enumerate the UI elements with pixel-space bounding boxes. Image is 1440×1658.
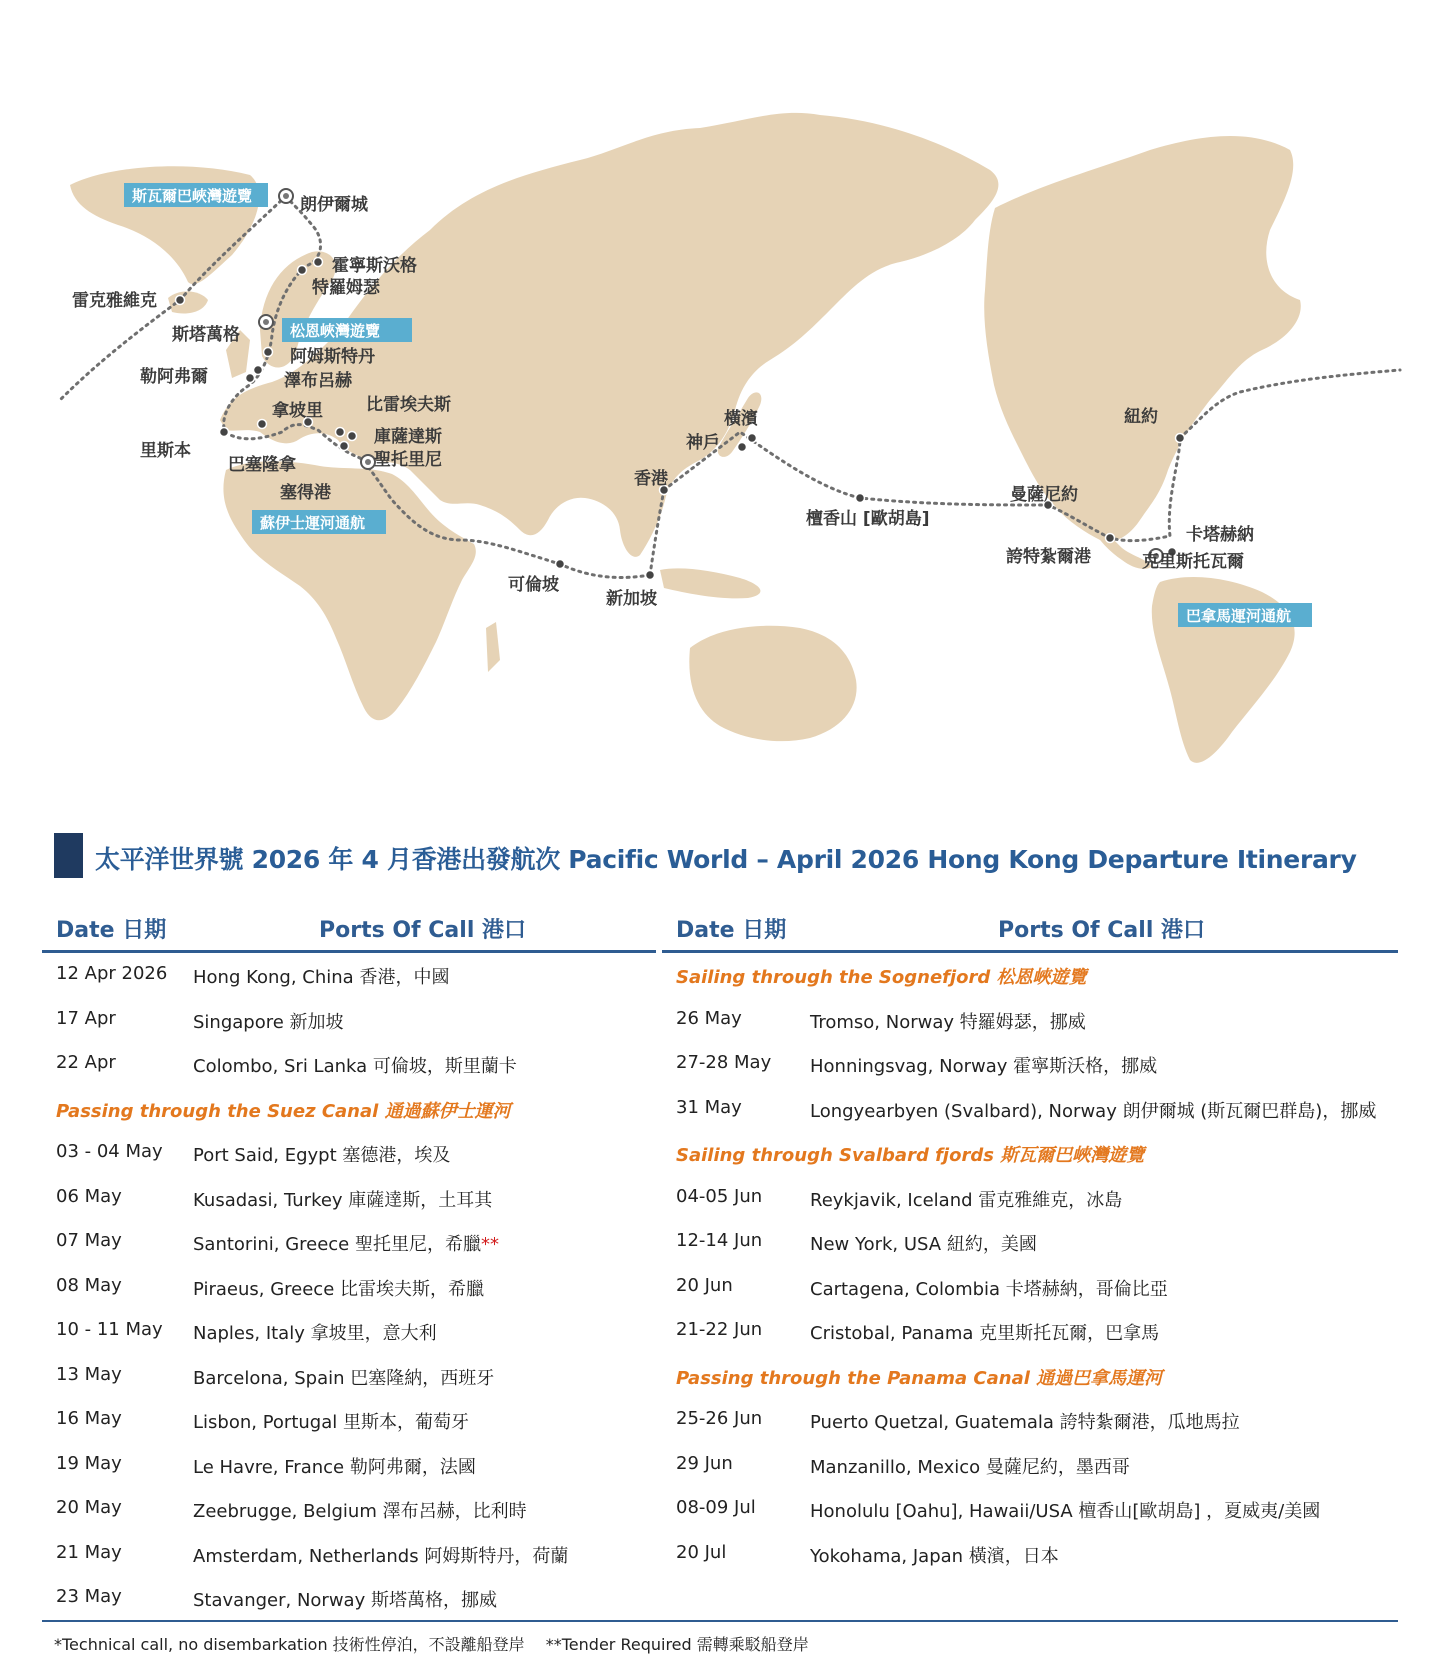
row-port	[193, 1008, 344, 1034]
row-date: 10 - 11 May	[56, 1319, 163, 1340]
row-date: 04-05 Jun	[676, 1185, 763, 1207]
itinerary-row	[662, 1487, 1398, 1532]
itinerary-row	[42, 953, 656, 998]
map-label-honolulu: 檀香山 [歐胡島]	[806, 509, 930, 529]
tender-mark: **	[480, 1234, 499, 1255]
port-name: Colombo, Sri Lanka 可倫坡，斯里蘭卡	[193, 1056, 517, 1077]
page-title: 太平洋世界號 2026 年 4 月香港出發航次 Pacific World – April 2026 Hong Kong Departure Itinerary	[95, 845, 1357, 874]
itinerary-row	[42, 1265, 656, 1310]
port-name: Zeebrugge, Belgium 澤布呂赫，比利時	[193, 1501, 527, 1522]
itinerary-row	[662, 1220, 1398, 1265]
route-note: Passing through the Panama Canal 通過巴拿馬運河	[676, 1367, 1163, 1389]
itinerary-row	[662, 1042, 1398, 1087]
table-header	[42, 906, 656, 953]
port-name: Barcelona, Spain 巴塞隆納，西班牙	[193, 1367, 495, 1389]
itinerary-table-right	[662, 906, 1398, 1576]
itinerary-note-row	[42, 1087, 656, 1132]
map-label-kobe: 神戶	[686, 433, 720, 453]
row-port	[193, 1364, 494, 1390]
itinerary-row	[42, 1042, 656, 1087]
port-name: Piraeus, Greece 比雷埃夫斯，希臘	[193, 1278, 484, 1300]
itinerary-row	[662, 1443, 1398, 1488]
world-route-map	[0, 0, 1440, 820]
row-port	[810, 1408, 1240, 1434]
table-header	[662, 906, 1398, 953]
row-port	[193, 1319, 437, 1345]
svg-text:蘇伊士運河通航: 蘇伊士運河通航	[260, 514, 366, 532]
badge-suez-canal	[252, 510, 386, 534]
map-label-reykjavik: 雷克雅維克	[72, 291, 157, 311]
map-label-new-york: 紐約	[1124, 407, 1158, 427]
map-label-colombo: 可倫坡	[508, 575, 559, 595]
row-port	[810, 1319, 1159, 1345]
row-port	[810, 1008, 1086, 1034]
itinerary-row	[42, 998, 656, 1043]
row-date: 16 May	[56, 1408, 122, 1429]
row-port	[810, 1542, 1059, 1568]
row-port	[810, 1052, 1157, 1078]
itinerary-table-left	[42, 906, 656, 1621]
itinerary-row	[662, 1265, 1398, 1310]
row-date: 20 Jul	[676, 1541, 727, 1563]
port-name: Honolulu [Oahu], Hawaii/USA 檀香山[歐胡島] ，夏威夷/美國	[810, 1501, 1321, 1522]
itinerary-row	[662, 1532, 1398, 1577]
route-note: Passing through the Suez Canal 通過蘇伊士運河	[56, 1100, 511, 1122]
itinerary-row	[42, 1398, 656, 1443]
map-label-piraeus: 比雷埃夫斯	[366, 395, 451, 415]
port-name: Kusadasi, Turkey 庫薩達斯，土耳其	[193, 1189, 493, 1211]
port-name: Manzanillo, Mexico 曼薩尼約，墨西哥	[810, 1456, 1130, 1478]
map-label-stavanger: 斯塔萬格	[172, 325, 240, 345]
row-date: 12-14 Jun	[676, 1230, 763, 1251]
row-date: 26 May	[676, 1007, 742, 1029]
row-port	[193, 1275, 484, 1301]
row-port	[193, 1141, 450, 1167]
row-date: 25-26 Jun	[676, 1408, 763, 1429]
map-label-barcelona: 巴塞隆拿	[228, 455, 296, 475]
row-date: 03 - 04 May	[56, 1141, 163, 1162]
itinerary-note-row	[662, 953, 1398, 998]
port-name: Port Said, Egypt 塞德港，埃及	[193, 1145, 451, 1166]
itinerary-row	[42, 1354, 656, 1399]
row-date: 17 Apr	[56, 1007, 116, 1029]
map-label-cartagena: 卡塔赫納	[1186, 525, 1254, 545]
port-name: Reykjavik, Iceland 雷克雅維克，冰島	[810, 1189, 1123, 1211]
map-label-naples: 拿坡里	[272, 401, 323, 421]
row-date: 31 May	[676, 1096, 742, 1118]
footnote: *Technical call, no disembarkation 技術性停泊，不設離船登岸 **Tender Required 需轉乘駁船登岸	[54, 1635, 809, 1654]
header-ports: Ports Of Call 港口	[319, 918, 527, 943]
row-port	[810, 1230, 1037, 1256]
itinerary-row	[42, 1309, 656, 1354]
itinerary-row	[42, 1532, 656, 1577]
title-accent-bar	[54, 833, 83, 878]
map-label-lisbon: 里斯本	[140, 441, 191, 461]
row-date: 08 May	[56, 1274, 122, 1296]
map-label-kusadasi: 庫薩達斯	[374, 427, 442, 447]
badge-panama-canal	[1178, 603, 1312, 627]
port-name: Cartagena, Colombia 卡塔赫納，哥倫比亞	[810, 1278, 1168, 1300]
itinerary-row	[42, 1487, 656, 1532]
itinerary-row	[42, 1443, 656, 1488]
row-port	[810, 1453, 1130, 1479]
row-port	[193, 1586, 497, 1612]
itinerary-note-row	[662, 1131, 1398, 1176]
map-label-singapore: 新加坡	[606, 589, 657, 609]
row-date: 19 May	[56, 1452, 122, 1474]
row-port	[810, 1097, 1376, 1123]
port-name: Le Havre, France 勒阿弗爾，法國	[193, 1456, 476, 1478]
itinerary-row	[42, 1220, 656, 1265]
port-name: Cristobal, Panama 克里斯托瓦爾，巴拿馬	[810, 1323, 1160, 1344]
map-label-manzanillo: 曼薩尼約	[1010, 485, 1078, 505]
route-note: Sailing through the Sognefjord 松恩峽遊覽	[676, 967, 1087, 988]
port-name: Lisbon, Portugal 里斯本，葡萄牙	[193, 1412, 469, 1433]
map-label-honningsvag: 霍寧斯沃格	[332, 256, 417, 276]
port-name: Tromso, Norway 特羅姆瑟，挪威	[810, 1011, 1086, 1033]
row-port	[193, 1453, 476, 1479]
port-name: Hong Kong, China 香港，中國	[193, 967, 450, 988]
row-date: 08-09 Jul	[676, 1497, 756, 1518]
svg-text:巴拿馬運河通航: 巴拿馬運河通航	[1186, 607, 1292, 625]
port-name: New York, USA 紐約，美國	[810, 1234, 1037, 1255]
row-date: 23 May	[56, 1586, 122, 1607]
row-date: 12 Apr 2026	[56, 963, 168, 984]
map-label-amsterdam: 阿姆斯特丹	[290, 347, 375, 367]
row-port	[193, 1230, 499, 1256]
itinerary-row	[42, 1576, 656, 1621]
route-note: Sailing through Svalbard fjords 斯瓦爾巴峽灣遊覽	[676, 1145, 1145, 1166]
row-port	[810, 1497, 1320, 1523]
itinerary-row	[42, 1176, 656, 1221]
port-name: Stavanger, Norway 斯塔萬格，挪威	[193, 1590, 497, 1611]
port-name: Yokohama, Japan 橫濱，日本	[810, 1545, 1059, 1567]
itinerary-row	[662, 1398, 1398, 1443]
map-label-longyearbyen: 朗伊爾城	[300, 195, 368, 215]
row-date: 29 Jun	[676, 1452, 733, 1474]
row-port	[810, 1275, 1168, 1301]
itinerary-row	[662, 1309, 1398, 1354]
row-port	[193, 1408, 469, 1434]
row-date: 20 May	[56, 1497, 122, 1518]
row-date: 20 Jun	[676, 1274, 733, 1296]
row-date: 07 May	[56, 1230, 122, 1251]
map-label-le-havre: 勒阿弗爾	[140, 367, 208, 387]
map-label-zeebrugge: 澤布呂赫	[284, 371, 352, 391]
badge-svalbard-fjords	[124, 183, 268, 207]
row-date: 22 Apr	[56, 1052, 116, 1073]
map-label-port-said: 塞得港	[280, 483, 331, 503]
row-date: 13 May	[56, 1363, 122, 1385]
row-port	[193, 1542, 568, 1568]
itinerary-row	[42, 1131, 656, 1176]
itinerary-note-row	[662, 1354, 1398, 1399]
port-name: Longyearbyen (Svalbard), Norway 朗伊爾城 (斯瓦爾巴群島)，挪威	[810, 1100, 1377, 1122]
row-date: 21-22 Jun	[676, 1319, 763, 1340]
map-label-cristobal: 克里斯托瓦爾	[1142, 552, 1244, 572]
port-name: Naples, Italy 拿坡里，意大利	[193, 1323, 437, 1344]
port-name: Honningsvag, Norway 霍寧斯沃格，挪威	[810, 1056, 1158, 1077]
map-label-hong-kong: 香港	[634, 469, 668, 489]
row-port	[810, 1186, 1122, 1212]
itinerary-row	[662, 998, 1398, 1043]
svg-text:松恩峽灣遊覽: 松恩峽灣遊覽	[290, 322, 381, 340]
table-bottom-rule	[42, 1620, 1398, 1622]
badge-sognefjord	[282, 318, 412, 342]
row-date: 06 May	[56, 1185, 122, 1207]
header-ports: Ports Of Call 港口	[998, 918, 1206, 943]
table-body	[42, 953, 656, 1621]
row-port	[193, 1497, 527, 1523]
row-date: 21 May	[56, 1541, 122, 1563]
port-name: Puerto Quetzal, Guatemala 誇特紮爾港，瓜地馬拉	[810, 1412, 1240, 1433]
row-port	[193, 1052, 517, 1078]
row-port	[193, 963, 449, 989]
map-label-tromso: 特羅姆瑟	[312, 278, 380, 298]
itinerary-row	[662, 1087, 1398, 1132]
svg-text:斯瓦爾巴峽灣遊覽: 斯瓦爾巴峽灣遊覽	[132, 187, 253, 205]
port-name: Amsterdam, Netherlands 阿姆斯特丹，荷蘭	[193, 1545, 569, 1567]
map-label-puerto-quetzal: 誇特紮爾港	[1006, 547, 1091, 567]
table-body	[662, 953, 1398, 1576]
port-name: Singapore 新加坡	[193, 1011, 344, 1033]
row-port	[193, 1186, 492, 1212]
port-name: Santorini, Greece 聖托里尼，希臘	[193, 1234, 481, 1255]
itinerary-row	[662, 1176, 1398, 1221]
header-date: Date 日期	[676, 918, 787, 943]
row-date: 27-28 May	[676, 1052, 772, 1073]
header-date: Date 日期	[56, 918, 167, 943]
map-label-yokohama: 橫濱	[724, 409, 758, 429]
map-label-santorini: 聖托里尼	[374, 450, 442, 470]
